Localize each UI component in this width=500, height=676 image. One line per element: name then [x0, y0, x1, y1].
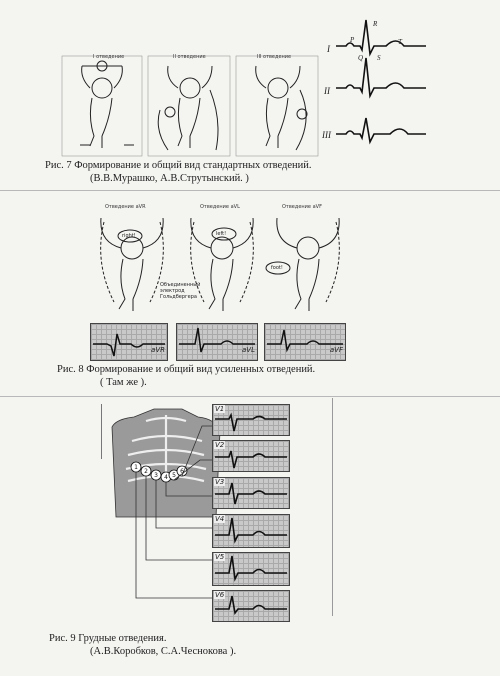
bubble-right: right! — [122, 233, 136, 239]
augmented-leads-illustration — [90, 212, 360, 322]
lead-label-ii: II — [324, 86, 330, 96]
fig7-source: (В.В.Мурашко, А.В.Струтынский. ) — [90, 173, 249, 184]
fig9-caption: Рис. 9 Грудные отведения. — [49, 633, 167, 644]
section-divider — [0, 190, 500, 191]
panel-title-avf: Отведение aVF — [282, 204, 322, 210]
bubble-left: left! — [216, 231, 227, 237]
ecg-strip-v1: V1 — [212, 404, 290, 436]
ecg-strip-avl: aVL — [176, 323, 258, 361]
lead-connector-lines — [130, 420, 225, 620]
right-margin-line — [332, 398, 333, 616]
ecg-strip-avf: aVF — [264, 323, 346, 361]
goldberger-electrode-note: Объединенный электрод Гольдбергера — [160, 282, 201, 300]
wave-label-p: P — [350, 36, 355, 44]
wave-label-q: Q — [358, 54, 364, 62]
electrode-5: 5 — [172, 472, 176, 479]
panel-title-lead-ii: II отведение — [173, 54, 206, 60]
bubble-foot: foot! — [271, 265, 283, 271]
fig8-caption: Рис. 8 Формирование и общий вид усиленных отведений. — [57, 364, 316, 375]
panel-title-avr: Отведение aVR — [105, 204, 146, 210]
ecg-strip-v5: V5 — [212, 552, 290, 586]
panel-title-lead-i: I отведение — [93, 54, 125, 60]
electrode-3: 3 — [154, 472, 158, 479]
ecg-strip-v3: V3 — [212, 477, 290, 509]
electrode-1: 1 — [134, 464, 138, 471]
ecg-strip-avr: aVR — [90, 323, 168, 361]
wave-label-s: S — [377, 54, 381, 62]
ecg-strip-v2: V2 — [212, 440, 290, 472]
fig7-caption: Рис. 7 Формирование и общий вид стандартных отведений. — [45, 160, 312, 171]
wave-label-r: R — [373, 20, 378, 28]
electrode-2: 2 — [144, 468, 148, 475]
fig8-source: ( Там же ). — [100, 377, 147, 388]
panel-title-lead-iii: III отведение — [257, 54, 292, 60]
left-margin-line — [101, 404, 102, 459]
electrode-6: 6 — [180, 468, 184, 475]
electrode-4: 4 — [164, 474, 168, 481]
ecg-strip-v6: V6 — [212, 590, 290, 622]
standard-leads-illustration — [60, 50, 320, 160]
wave-label-t: T — [398, 38, 402, 46]
ecg-strip-v4: V4 — [212, 514, 290, 548]
panel-title-avl: Отведение aVL — [200, 204, 240, 210]
fig9-source: (А.В.Коробков, С.А.Чеснокова ). — [90, 646, 237, 657]
lead-label-iii: III — [322, 130, 331, 140]
section-divider — [0, 396, 500, 397]
lead-label-i: I — [327, 44, 330, 54]
